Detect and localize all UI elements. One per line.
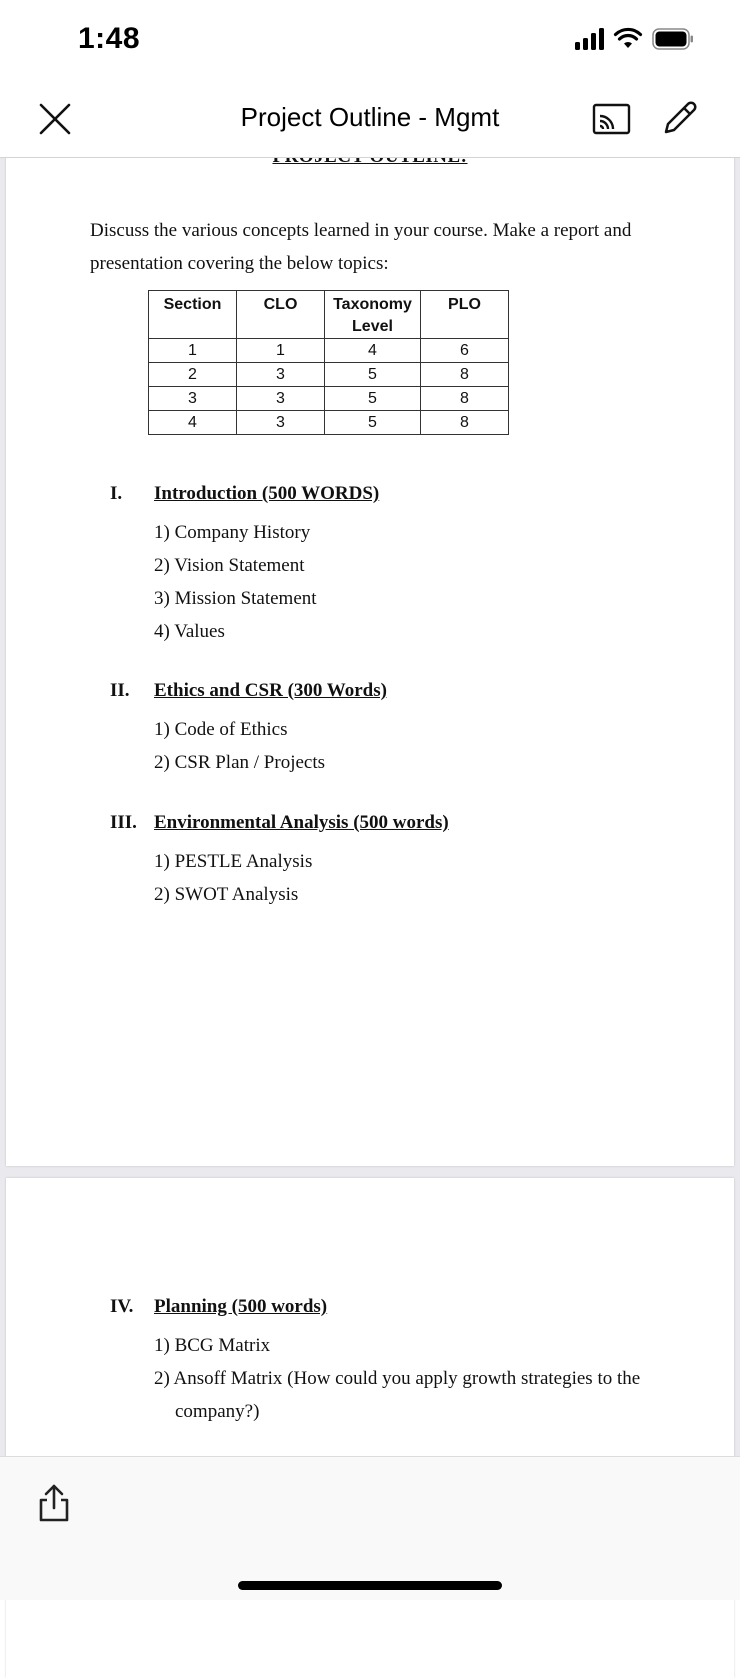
- table-cell: 8: [421, 411, 509, 435]
- section-title: Ethics and CSR (300 Words): [154, 680, 387, 701]
- section-number: I.: [110, 483, 123, 504]
- edit-pencil-icon[interactable]: [660, 98, 700, 138]
- cast-icon[interactable]: [592, 102, 632, 136]
- list-item: 4) Values: [154, 621, 225, 642]
- section-title: Planning (500 words): [154, 1296, 328, 1317]
- list-item: 1) Code of Ethics: [154, 719, 288, 740]
- table-row: [149, 339, 509, 363]
- section-number: IV.: [110, 1296, 134, 1317]
- table-cell: 4: [149, 411, 237, 435]
- table-header-row: [149, 291, 509, 339]
- table-cell: 5: [325, 411, 421, 435]
- table-header: CLO: [237, 291, 325, 339]
- document-viewer[interactable]: [0, 158, 740, 1456]
- home-indicator: [238, 1581, 502, 1590]
- document-intro: Discuss the various concepts learned in your course. Make a report and presentation covering the below topics:: [90, 220, 632, 274]
- table-cell: 8: [421, 387, 509, 411]
- table-cell: 5: [325, 387, 421, 411]
- table-header: PLO: [421, 291, 509, 339]
- section-title: Environmental Analysis (500 words): [154, 812, 449, 833]
- status-time: 1:48: [78, 22, 141, 55]
- table-cell: 2: [149, 363, 237, 387]
- section-items: [154, 1329, 654, 1428]
- list-item: 2) Ansoff Matrix (How could you apply growth strategies to the company?): [154, 1368, 641, 1422]
- table-cell: 3: [237, 363, 325, 387]
- nav-title: Project Outline - Mgmt: [240, 102, 500, 132]
- section-number: III.: [110, 812, 137, 833]
- table-cell: 4: [325, 339, 421, 363]
- document-page-2: [6, 1178, 734, 1678]
- list-item: 1) BCG Matrix: [154, 1335, 271, 1356]
- list-item: 1) PESTLE Analysis: [154, 851, 313, 872]
- list-item: 1) Company History: [154, 522, 311, 543]
- table-cell: 5: [325, 363, 421, 387]
- section-number: II.: [110, 680, 130, 701]
- table-header: Taxonomy Level: [325, 291, 421, 339]
- list-item: 2) SWOT Analysis: [154, 884, 299, 905]
- share-icon[interactable]: [36, 1483, 72, 1523]
- status-icons: [575, 28, 694, 50]
- table-row: [149, 363, 509, 387]
- wifi-icon: [614, 28, 642, 50]
- table-cell: 6: [421, 339, 509, 363]
- list-item: 3) Mission Statement: [154, 588, 317, 609]
- status-bar: [0, 0, 740, 80]
- list-item: 2) Vision Statement: [154, 555, 305, 576]
- list-item: 2) CSR Plan / Projects: [154, 752, 326, 773]
- battery-icon: [652, 28, 694, 50]
- table-cell: 3: [149, 387, 237, 411]
- table-cell: 1: [149, 339, 237, 363]
- section-items: [154, 713, 654, 779]
- table-header: Section: [149, 291, 237, 339]
- table-cell: 3: [237, 387, 325, 411]
- outline-table: [148, 290, 509, 435]
- table-cell: 3: [237, 411, 325, 435]
- table-cell: 8: [421, 363, 509, 387]
- bottom-toolbar: [0, 1456, 740, 1600]
- cellular-signal-icon: [575, 28, 604, 50]
- section-items: [154, 845, 654, 911]
- nav-bar: [0, 80, 740, 158]
- section-title: Introduction (500 WORDS): [154, 483, 380, 504]
- section-items: [154, 516, 654, 648]
- table-cell: 1: [237, 339, 325, 363]
- table-row: [149, 411, 509, 435]
- document-page-1: [6, 138, 734, 1166]
- table-row: [149, 387, 509, 411]
